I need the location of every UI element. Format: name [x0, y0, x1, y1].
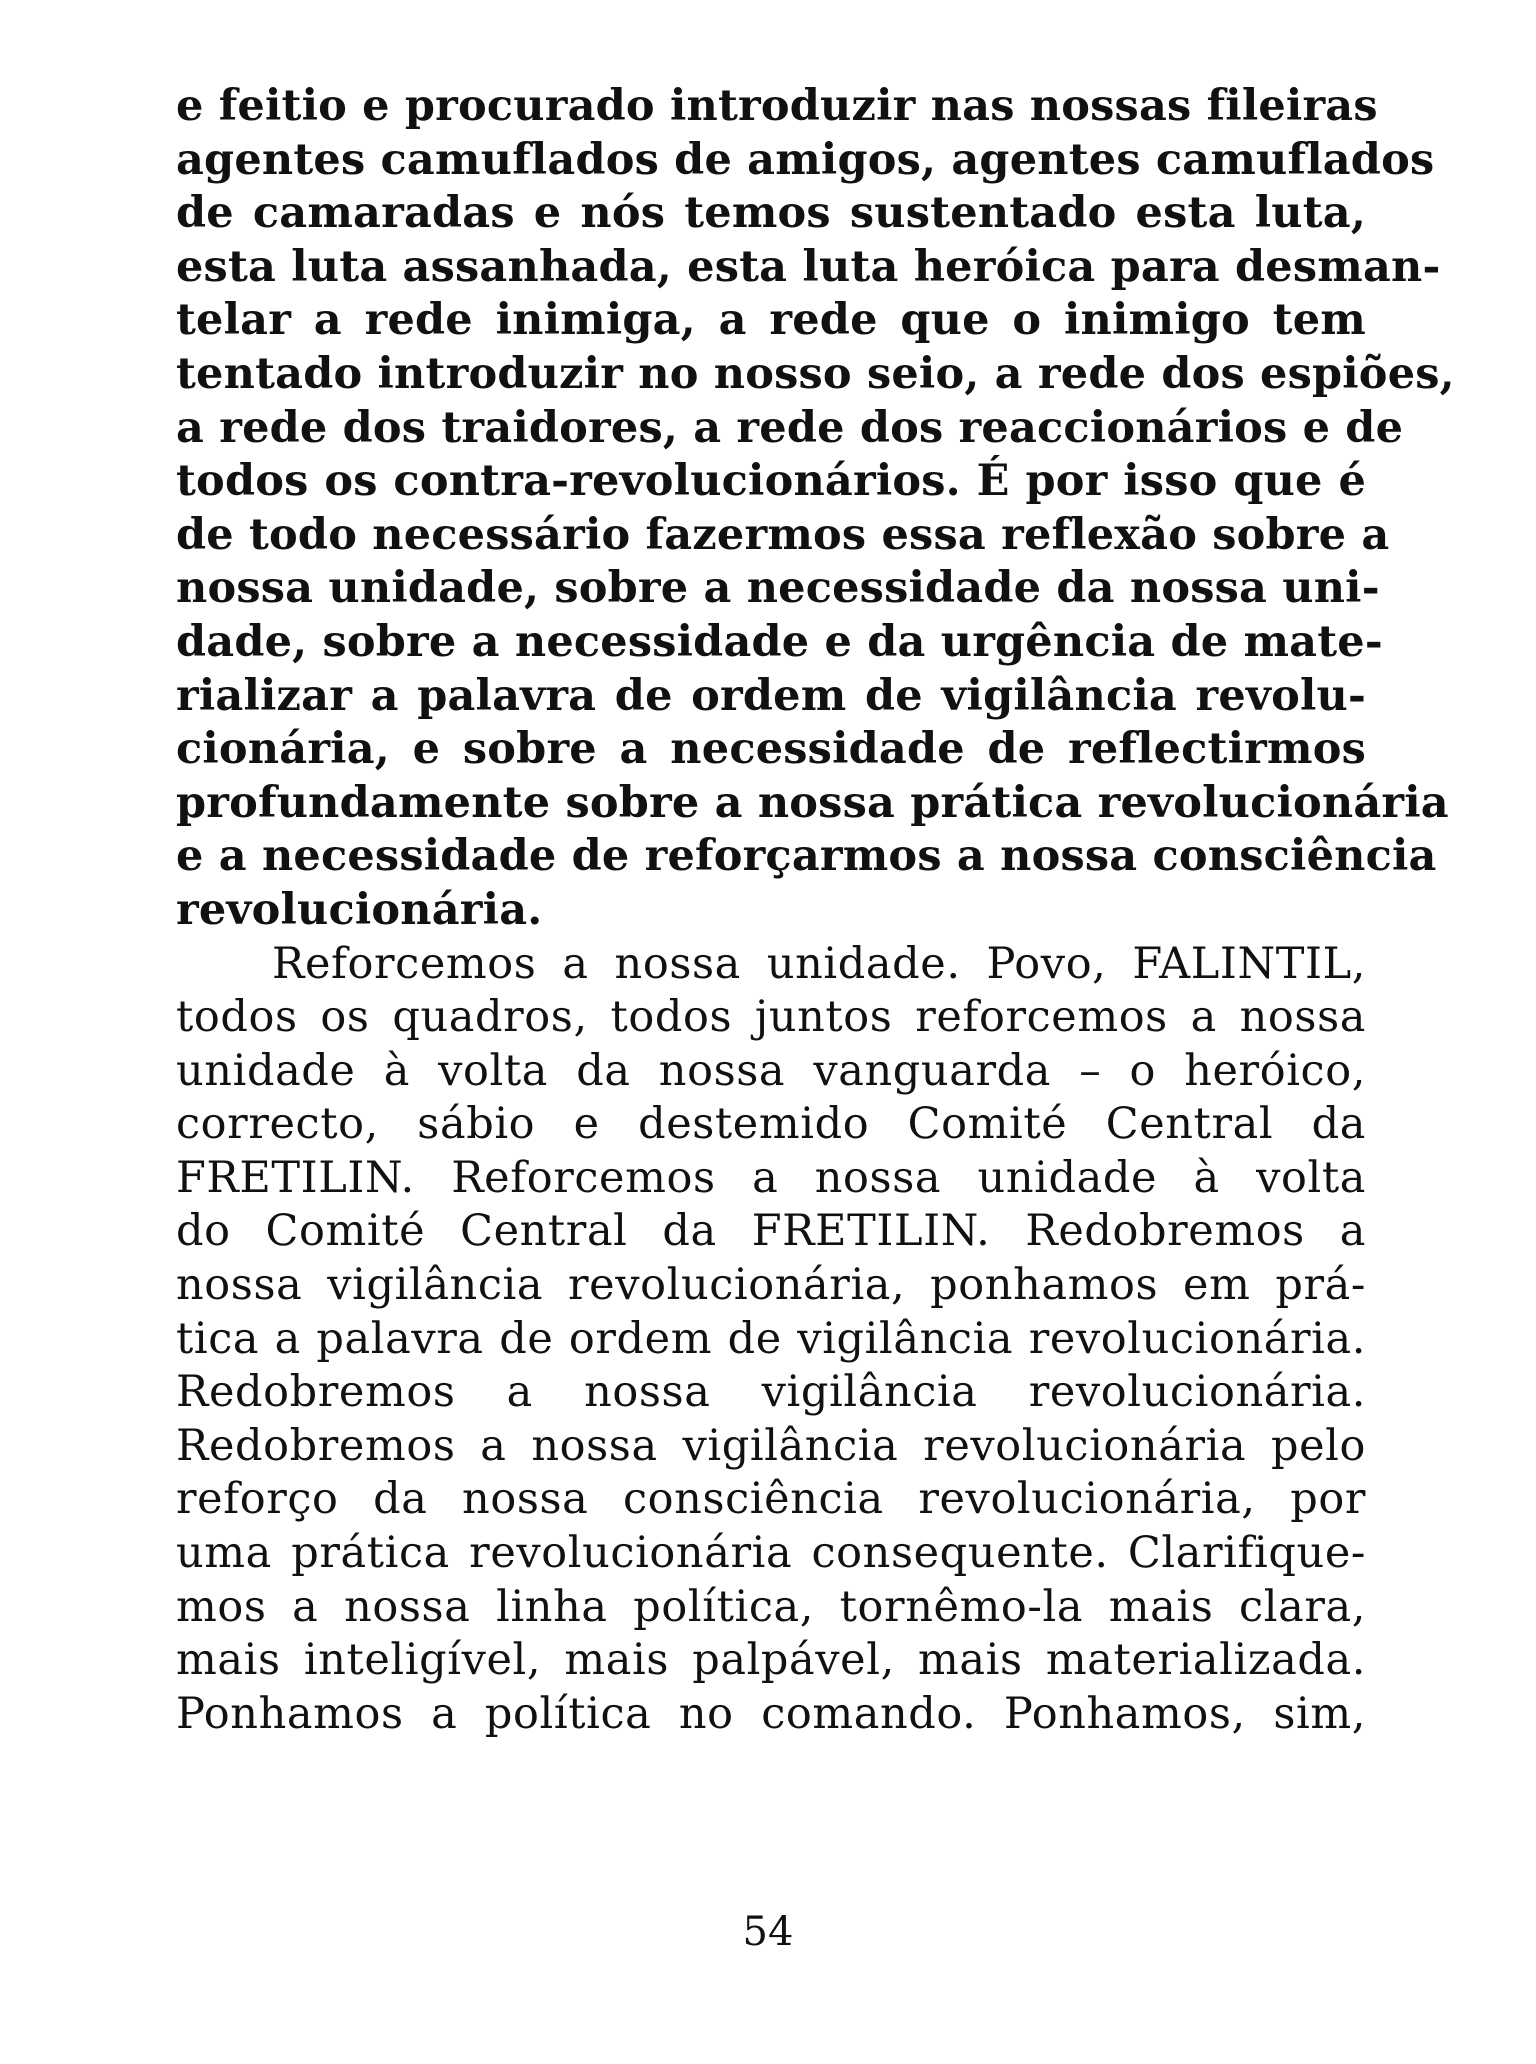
text-line: Redobremos a nossa vigilância revolucionária. [176, 1367, 1366, 1418]
text-line: profundamente sobre a nossa prática revolucionária [176, 777, 1449, 828]
page-number: 54 [742, 1909, 794, 1955]
text-line: revolucionária. [176, 884, 543, 935]
text-line: e a necessidade de reforçarmos a nossa consciência [176, 831, 1437, 882]
paragraph-1 [176, 80, 1455, 938]
text-line: do Comité Central da FRETILIN. Redobremos a [176, 1206, 1366, 1257]
text-line: esta luta assanhada, esta luta heróica para desman- [176, 241, 1441, 292]
text-line: cionária, e sobre a necessidade de reflectirmos [176, 724, 1366, 775]
text-line: dade, sobre a necessidade e da urgência de mate- [176, 616, 1383, 667]
text-line: uma prática revolucionária consequente. Clarifique- [176, 1528, 1366, 1579]
paragraph-2 [176, 938, 1366, 1742]
text-line: reforço da nossa consciência revolucionária, por [176, 1474, 1366, 1525]
text-line: Reforcemos a nossa unidade. Povo, FALINTIL, [272, 938, 1366, 989]
text-line: nossa vigilância revolucionária, ponhamos em prá- [176, 1260, 1366, 1311]
text-line: mais inteligível, mais palpável, mais materializada. [176, 1635, 1366, 1686]
text-line: correcto, sábio e destemido Comité Central da [176, 1099, 1366, 1150]
text-line: e feitio e procurado introduzir nas nossas fileiras [176, 81, 1378, 131]
text-line: FRETILIN. Reforcemos a nossa unidade à volta [176, 1152, 1366, 1203]
text-line: Ponhamos a política no comando. Ponhamos, sim, [176, 1688, 1366, 1739]
text-line: tica a palavra de ordem de vigilância revolucionária. [176, 1313, 1366, 1364]
text-line: tentado introduzir no nosso seio, a rede dos espiões, [176, 348, 1455, 399]
text-line: telar a rede inimiga, a rede que o inimigo tem [176, 295, 1366, 346]
text-line: mos a nossa linha política, tornêmo-la mais clara, [176, 1581, 1366, 1632]
page-body [176, 80, 1455, 1741]
text-line: todos os quadros, todos juntos reforcemos a nossa [176, 992, 1366, 1043]
text-line: agentes camuflados de amigos, agentes camuflados [176, 134, 1435, 185]
text-line: de todo necessário fazermos essa reflexão sobre a [176, 509, 1390, 560]
text-line: unidade à volta da nossa vanguarda – o heróico, [176, 1045, 1366, 1096]
text-line: rializar a palavra de ordem de vigilância revolu- [176, 670, 1366, 721]
text-line: de camaradas e nós temos sustentado esta luta, [176, 188, 1366, 239]
text-line: nossa unidade, sobre a necessidade da nossa uni- [176, 563, 1380, 614]
text-line: a rede dos traidores, a rede dos reaccionários e de [176, 402, 1404, 453]
text-line: Redobremos a nossa vigilância revolucionária pelo [176, 1420, 1366, 1471]
text-line: todos os contra-revolucionários. É por isso que é [176, 456, 1366, 507]
